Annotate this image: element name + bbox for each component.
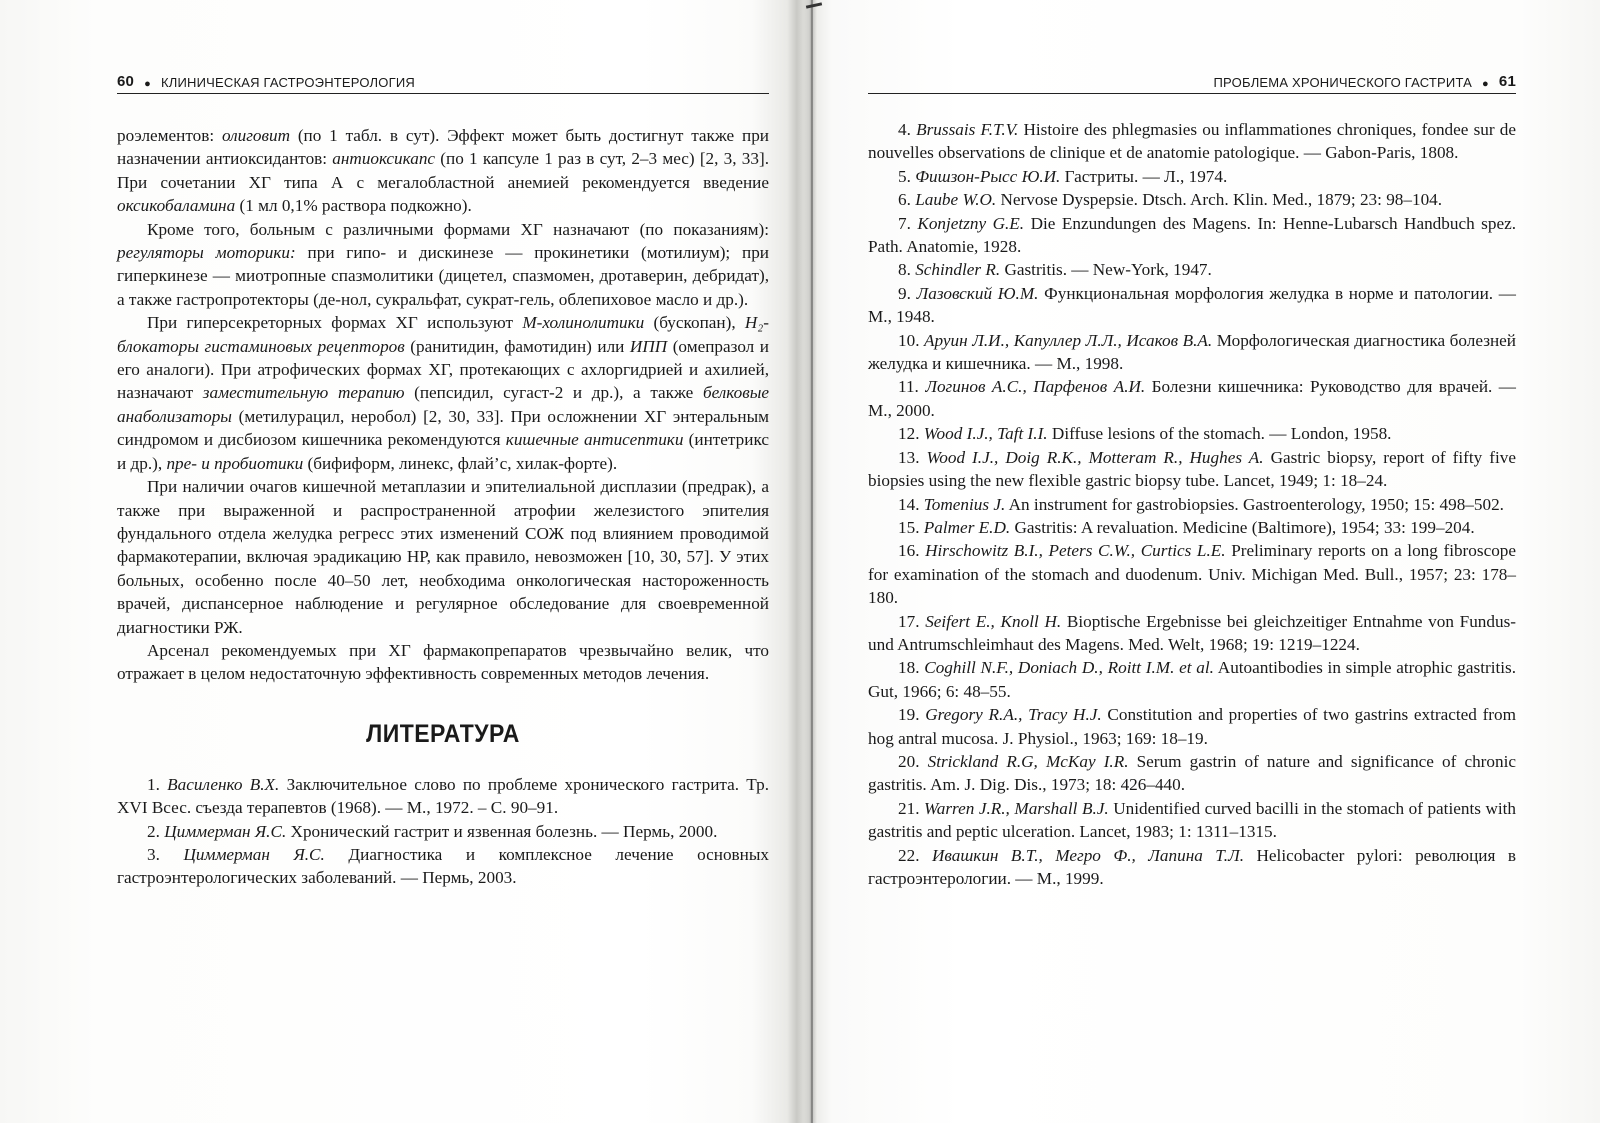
italic-text: Warren J.R., Marshall B.J. <box>924 798 1109 818</box>
text-run: An instrument for gastrobiopsies. Gastroenterology, 1950; 15: 498–502. <box>1005 494 1504 514</box>
italic-text: пре- и пробиотики <box>166 453 304 473</box>
reference-item <box>868 703 1516 750</box>
text-run: Болезни кишечника: Руководство для врачей. — М., 2000. <box>868 377 1516 420</box>
reference-item <box>117 820 769 843</box>
italic-text: Василенко В.Х. <box>167 774 280 794</box>
text-run: Serum gastrin of nature and significance of chronic gastritis. Am. J. Dig. Dis., 1973; 18: 426–440. <box>868 751 1516 795</box>
italic-text: Schindler R. <box>915 260 1001 280</box>
text-run: Constitution and properties of two gastrins extracted from hog antral mucosa. J. Physiol., 1963; 169: 18–19. <box>868 705 1516 748</box>
italic-text: олиговит <box>221 126 290 145</box>
right-running-head <box>868 66 1516 94</box>
text-run: (пепсидил, сугаст-2 и др.), а также <box>404 383 703 403</box>
paragraph <box>117 311 769 475</box>
text-run: Арсенал рекомендуемых при ХГ фармакопрепаратов чрезвычайно велик, что отражает в целом недостаточную эффективность современных методов лечения. <box>117 640 769 684</box>
reference-item <box>117 773 769 820</box>
right-page-number: 61 <box>1498 73 1516 90</box>
text-run: 2. <box>147 821 165 841</box>
italic-text: Konjetzny G.E. <box>917 213 1025 233</box>
text-run: При гиперсекреторных формах ХГ используют <box>147 313 523 333</box>
reference-item <box>868 188 1516 211</box>
text-run: (по 1 табл. в сут). Эффект может быть достигнут также при назначении антиоксидантов: <box>117 126 769 169</box>
italic-text: Hirschowitz B.I., Peters C.W., Curtics L.E. <box>925 541 1226 561</box>
text-run: Helicobacter pylori: революция в гастроэнтерологии. — М., 1999. <box>868 845 1516 888</box>
literature-heading: ЛИТЕРАТУРА <box>366 719 520 748</box>
text-run: Autoantibodies in simple atrophic gastritis. Gut, 1966; 6: 48–55. <box>868 658 1517 701</box>
reference-item <box>868 446 1516 493</box>
italic-text: Wood I.J., Taft I.I. <box>923 424 1048 444</box>
text-run: 22. <box>898 845 932 865</box>
italic-text: кишечные антисептики <box>505 430 684 450</box>
reference-item <box>868 165 1516 188</box>
reference-item <box>868 844 1516 891</box>
text-run: 7. <box>898 213 918 233</box>
italic-text: ИПП <box>629 336 668 356</box>
reference-item <box>868 375 1516 422</box>
bullet-icon: ● <box>144 78 151 90</box>
paragraph <box>117 124 769 218</box>
text-run: (1 мл 0,1% раствора подкожно). <box>235 196 472 216</box>
italic-text: Tomenius J. <box>923 494 1006 514</box>
text-run: 16. <box>898 541 926 561</box>
text-run: Gastritis: A revaluation. Medicine (Baltimore), 1954; 33: 199–204. <box>1010 517 1475 537</box>
text-run: (омепразол и его аналоги). При атрофических формах ХГ, протекающих с ахлоргидрией и ахилией, назначают <box>117 336 769 403</box>
left-references <box>117 773 769 890</box>
text-run: (бускопан), <box>644 313 745 333</box>
text-run: При наличии очагов кишечной метаплазии и эпителиальной дисплазии (предрак), а также при выраженной и распространенной атрофии железистого эпителия фундального отдела желудка регресс этих изменений СОЖ под влиянием проводимой фармакотерапии, включая эрадикацию НР, как правило, невозможен [10, 30, 57]. У этих больных, особенно после 40–50 лет, необходима онкологическая настороженность врачей, диспансерное наблюдение и регулярное обследование для своевременной диагностики РЖ. <box>117 477 769 637</box>
italic-text: регуляторы моторики: <box>117 243 296 263</box>
italic-text: Strickland R.G, McKay I.R. <box>927 751 1129 771</box>
text-run: Морфологическая диагностика болезней желудка и кишечника. — М., 1998. <box>868 330 1517 374</box>
italic-text: Логинов А.С., Парфенов А.И. <box>925 377 1146 397</box>
left-running-title: КЛИНИЧЕСКАЯ ГАСТРОЭНТЕРОЛОГИЯ <box>160 75 415 90</box>
text-run: Die Enzundungen des Magens. In: Henne-Lubarsch Handbuch spez. Path. Anatomie, 1928. <box>868 213 1517 257</box>
italic-text: заместительную терапию <box>202 383 405 403</box>
italic-text: Coghill N.F., Doniach D., Roitt I.M. et al. <box>924 658 1214 678</box>
text-run: 15. <box>898 517 924 537</box>
left-page <box>117 66 769 890</box>
italic-text: Seifert E., Knoll H. <box>925 611 1062 631</box>
italic-text: Palmer E.D. <box>923 517 1011 537</box>
text-run: 21. <box>898 798 925 818</box>
text-run: 8. <box>898 260 916 280</box>
reference-item <box>868 539 1516 609</box>
paragraph <box>117 639 769 686</box>
text-run: Хронический гастрит и язвенная болезнь. — Пермь, 2000. <box>286 821 718 841</box>
reference-item <box>868 516 1516 539</box>
text-run: 6. <box>898 190 916 210</box>
text-run: Bioptische Ergebnisse bei gleichzeitiger Entnahme von Fundus- und Antrumschleimhaut des Magens. Med. Welt, 1968; 19: 1219–1224. <box>868 611 1516 654</box>
reference-item <box>868 610 1516 657</box>
italic-text: оксикобаламина <box>117 196 236 216</box>
reference-item <box>868 656 1516 703</box>
bullet-icon: ● <box>1482 78 1489 90</box>
left-body-text <box>117 124 769 686</box>
text-run: (бифиформ, линекс, флай’с, хилак-форте). <box>303 453 618 473</box>
italic-text: Wood I.J., Doig R.K., Motteram R., Hughes A. <box>926 447 1264 467</box>
reference-item <box>868 118 1516 165</box>
italic-text: Ивашкин В.Т., Мегро Ф., Лапина Т.Л. <box>931 845 1245 865</box>
italic-text: Циммерман Я.С. <box>164 821 287 841</box>
italic-text: Gregory R.A., Tracy H.J. <box>925 705 1102 725</box>
reference-item <box>868 750 1516 797</box>
reference-item <box>868 797 1516 844</box>
italic-text: белковые анаболизаторы <box>117 383 770 426</box>
right-page <box>868 66 1516 890</box>
italic-text: М-холинолитики <box>522 313 645 333</box>
text-run: 19. <box>898 705 926 725</box>
text-run: 5. <box>898 166 916 186</box>
text-run: (метилурацил, неробол) [2, 30, 33]. При осложнении ХГ энтеральным синдромом и дисбиозом кишечника рекомендуются <box>117 406 769 450</box>
text-run: 13. <box>898 447 927 467</box>
reference-item <box>868 422 1516 445</box>
text-run: 3. <box>147 844 184 864</box>
italic-text: антиоксикапс <box>332 149 436 169</box>
text-run: 1. <box>147 774 168 794</box>
text-run: (по 1 капсуле 1 раз в сут, 2–3 мес) [2, 3, 33]. При сочетании ХГ типа А с мегалобластной анемией рекомендуется введение <box>117 149 769 192</box>
reference-item <box>868 493 1516 516</box>
text-run: 18. <box>898 658 925 678</box>
book-spine-line <box>811 0 813 1123</box>
right-references <box>868 118 1516 890</box>
left-running-head <box>117 66 769 94</box>
text-run: 9. <box>898 283 917 303</box>
text-run: (ранитидин, фамотидин) или <box>404 336 630 356</box>
italic-text: Н₂-блокаторы гистаминовых рецепторов <box>117 313 770 356</box>
text-run: Функциональная морфология желудка в норме и патологии. — М., 1948. <box>868 283 1516 327</box>
text-run: 17. <box>898 611 926 631</box>
reference-item <box>117 843 769 890</box>
text-run: Histoire des phlegmasies ou inflammationes chroniques, fondee sur de nouvelles observations de clinique et de anatomie patologique. — Gabon-Paris, 1808. <box>868 120 1517 163</box>
right-running-title: ПРОБЛЕМА ХРОНИЧЕСКОГО ГАСТРИТА <box>1213 75 1473 90</box>
text-run: роэлементов: <box>117 126 222 145</box>
text-run: 14. <box>898 494 924 514</box>
text-run: Gastritis. — New-York, 1947. <box>1000 260 1212 280</box>
text-run: Nervose Dyspepsie. Dtsch. Arch. Klin. Med., 1879; 23: 98–104. <box>996 190 1443 210</box>
paragraph <box>117 475 769 639</box>
italic-text: Фишзон-Рысс Ю.И. <box>915 166 1061 186</box>
left-page-number: 60 <box>117 73 135 90</box>
reference-item <box>868 282 1516 329</box>
text-run: Diffuse lesions of the stomach. — London, 1958. <box>1047 424 1392 444</box>
text-run: Кроме того, больным с различными формами ХГ назначают (по показаниям): <box>147 219 769 239</box>
italic-text: Brussais F.T.V. <box>916 120 1019 139</box>
text-run: Preliminary reports on a long fibroscope for examination of the stomach and duodenum. Univ. Michigan Med. Bull., 1957; 23: 178–180. <box>868 541 1517 608</box>
paragraph <box>117 218 769 312</box>
book-gutter-shadow <box>803 0 817 1123</box>
reference-item <box>868 258 1516 281</box>
text-run: 10. <box>898 330 925 350</box>
text-run: 11. <box>898 377 926 397</box>
reference-item <box>868 212 1516 259</box>
text-run: Unidentified curved bacilli in the stomach of patients with gastritis and peptic ulceration. Lancet, 1983; 1: 1311–1315. <box>868 798 1517 842</box>
italic-text: Циммерман Я.С. <box>183 844 325 864</box>
text-run: 12. <box>898 424 924 444</box>
text-run: Гастриты. — Л., 1974. <box>1060 166 1228 186</box>
italic-text: Аруин Л.И., Капуллер Л.Л., Исаков В.А. <box>924 330 1213 350</box>
text-run: при гипо- и дискинезе — прокинетики (мотилиум); при гиперкинезе — миотропные спазмолитики (дицетел, спазмомен, дротаверин, дебридат), а также гастропротекторы (де-нол, сукральфат, сукрат-гель, облепиховое масло и др.). <box>117 243 769 309</box>
text-run: 20. <box>898 751 928 771</box>
italic-text: Лазовский Ю.М. <box>916 283 1039 303</box>
text-run: Gastric biopsy, report of fifty five biopsies using the new flexible gastric biopsy tube. Lancet, 1949; 1: 18–24. <box>868 447 1517 491</box>
text-run: Заключительное слово по проблеме хронического гастрита. Тр. XVI Всес. съезда терапевтов (1968). — М., 1972. – С. 90–91. <box>117 774 770 818</box>
reference-item <box>868 329 1516 376</box>
text-run: 4. <box>898 120 917 139</box>
italic-text: Laube W.O. <box>915 190 997 210</box>
text-run: (интетрикс и др.), <box>117 430 769 473</box>
text-run: Диагностика и комплексное лечение основных гастроэнтерологических заболеваний. — Пермь, 2003. <box>117 844 769 888</box>
